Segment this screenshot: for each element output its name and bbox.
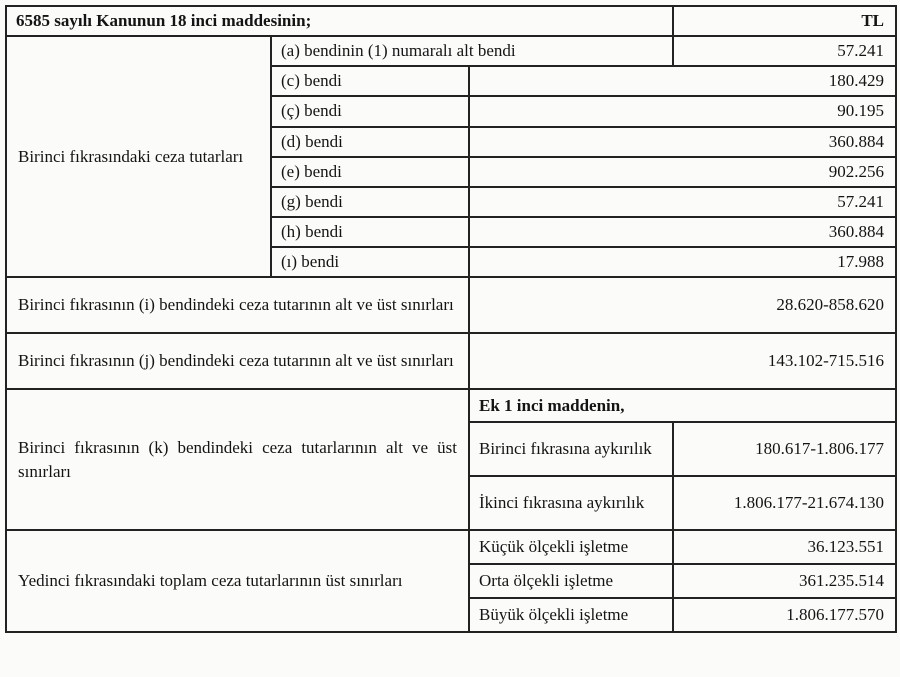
row-value: 143.102-715.516 (469, 333, 896, 389)
row-value: 1.806.177.570 (673, 598, 896, 632)
table-row-bend-j (6, 333, 896, 389)
row-label: İkinci fıkrasına aykırılık (469, 476, 673, 530)
row-value: 180.429 (469, 66, 896, 96)
row-label: (h) bendi (271, 217, 469, 247)
row-value: 17.988 (469, 247, 896, 277)
table-row-ek1-header (6, 389, 896, 422)
table-header-row (6, 6, 896, 36)
row-label: (a) bendinin (1) numaralı alt bendi (271, 36, 673, 66)
row-label: Küçük ölçekli işletme (469, 530, 673, 564)
section-k-label: Birinci fıkrasının (k) bendindeki ceza tutarlarının alt ve üst sınırları (6, 389, 469, 530)
section-yedinci-label: Yedinci fıkrasındaki toplam ceza tutarlarının üst sınırları (6, 530, 469, 632)
currency-header: TL (673, 6, 896, 36)
table-row-small-business (6, 530, 896, 564)
row-label: Birinci fıkrasının (i) bendindeki ceza tutarının alt ve üst sınırları (6, 277, 469, 333)
row-label: Birinci fıkrasının (j) bendindeki ceza tutarının alt ve üst sınırları (6, 333, 469, 389)
row-value: 28.620-858.620 (469, 277, 896, 333)
row-label: (ç) bendi (271, 96, 469, 126)
row-label: (ı) bendi (271, 247, 469, 277)
row-value: 57.241 (469, 187, 896, 217)
row-value: 902.256 (469, 157, 896, 187)
row-value: 1.806.177-21.674.130 (673, 476, 896, 530)
row-label: Büyük ölçekli işletme (469, 598, 673, 632)
row-label: (c) bendi (271, 66, 469, 96)
row-value: 180.617-1.806.177 (673, 422, 896, 476)
row-value: 361.235.514 (673, 564, 896, 598)
row-value: 36.123.551 (673, 530, 896, 564)
table-title: 6585 sayılı Kanunun 18 inci maddesinin; (6, 6, 673, 36)
section-first-fikra-label: Birinci fıkrasındaki ceza tutarları (6, 36, 271, 277)
row-value: 360.884 (469, 217, 896, 247)
row-label: (g) bendi (271, 187, 469, 217)
row-label: Birinci fıkrasına aykırılık (469, 422, 673, 476)
row-value: 90.195 (469, 96, 896, 126)
table-row-bend-i (6, 277, 896, 333)
row-label: Orta ölçekli işletme (469, 564, 673, 598)
ek1-subheader: Ek 1 inci maddenin, (469, 389, 896, 422)
row-label: (e) bendi (271, 157, 469, 187)
penalty-amounts-table (5, 5, 897, 633)
row-label: (d) bendi (271, 127, 469, 157)
table-row-bend-a (6, 36, 896, 66)
row-value: 57.241 (673, 36, 896, 66)
row-value: 360.884 (469, 127, 896, 157)
